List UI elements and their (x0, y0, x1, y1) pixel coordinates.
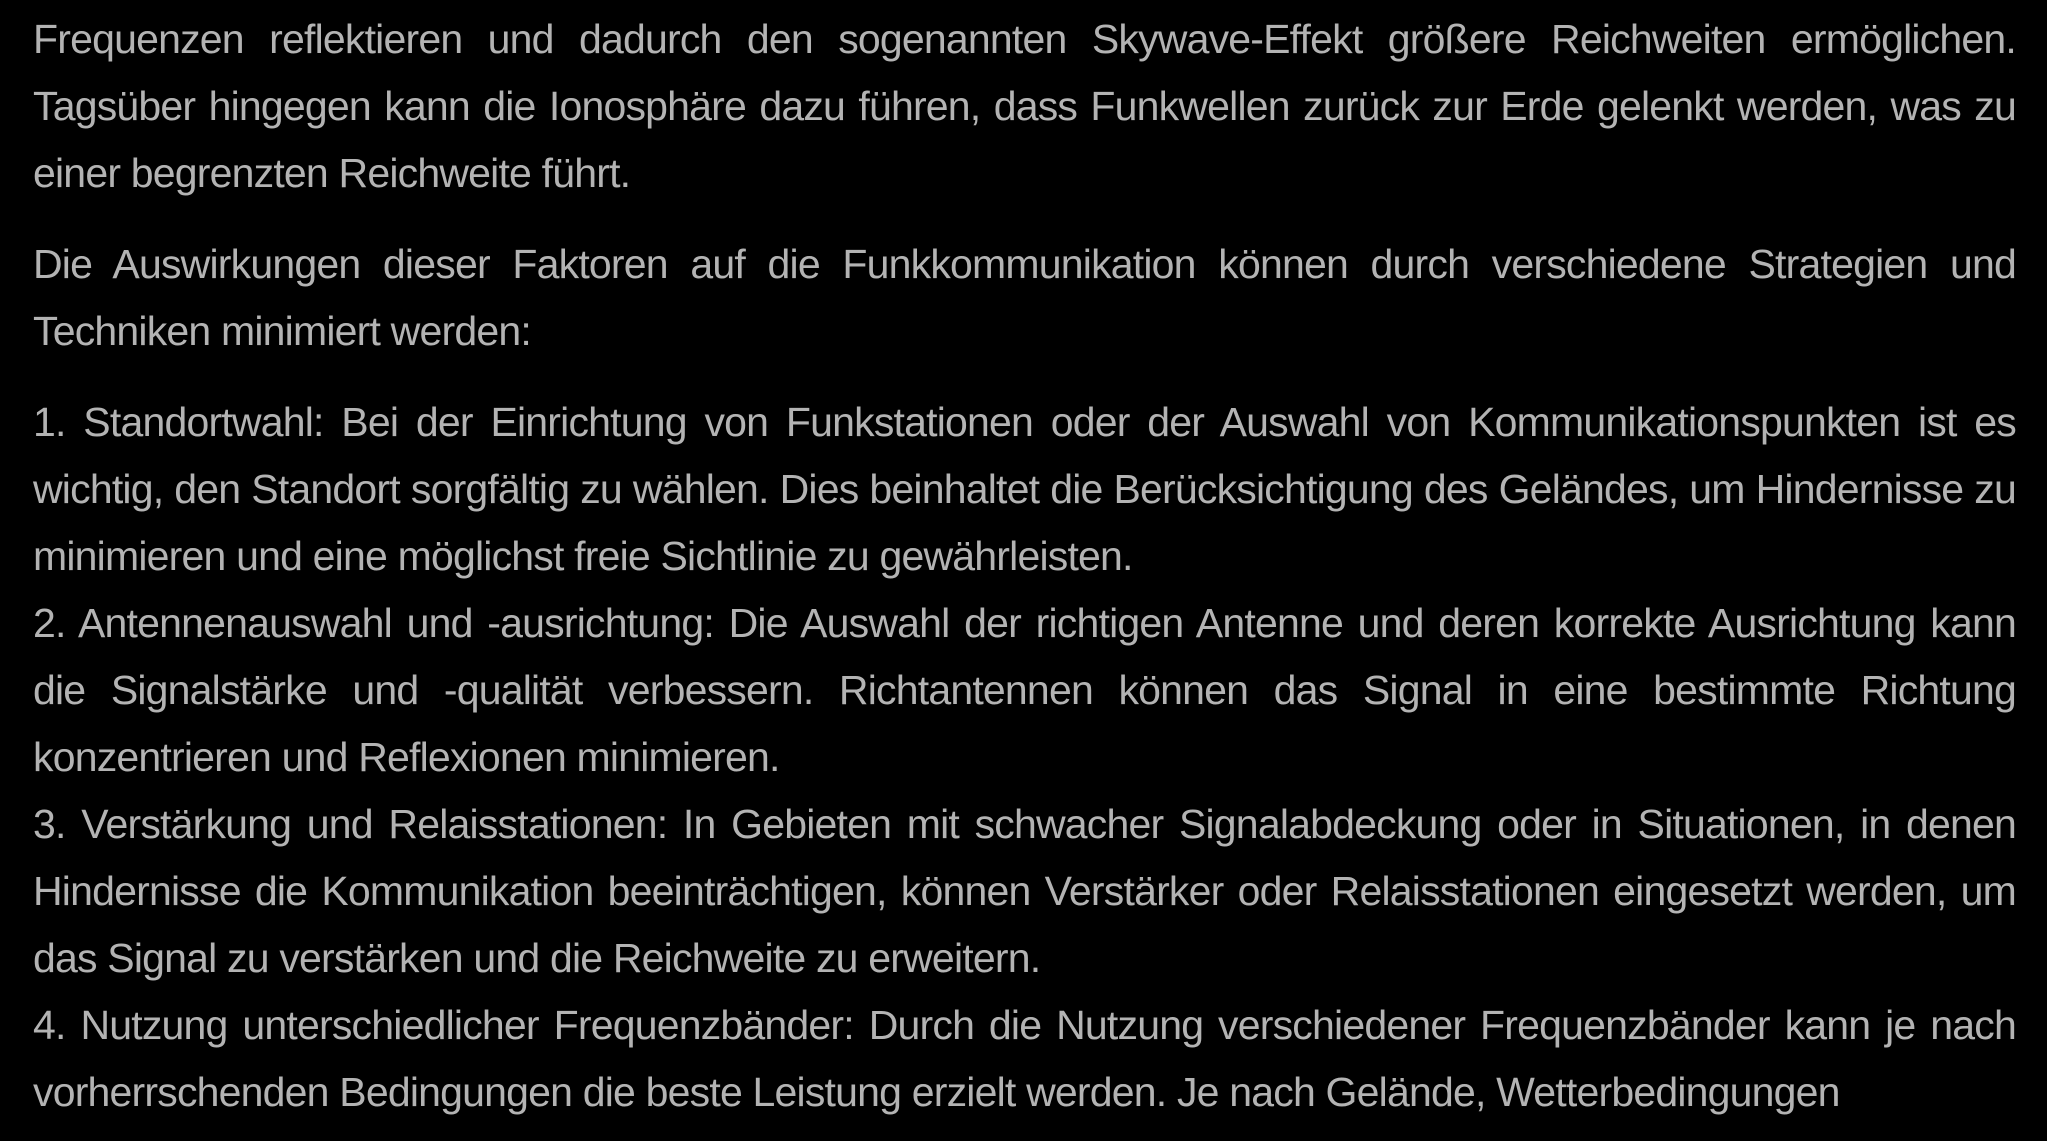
body-paragraph: Frequenzen reflektieren und dadurch den sogenannten Skywave-Effekt größere Reichweiten ermöglichen. Tagsüber hingegen kann die Ionosphäre dazu führen, dass Funkwellen zurück zur Erde gelenkt werden, was zu einer begrenzten Reichweite führt. (33, 16, 2016, 196)
body-paragraph: Die Auswirkungen dieser Faktoren auf die Funkkommunikation können durch verschiedene Strategien und Techniken minimiert werden: (33, 241, 2016, 354)
numbered-list-item: 4. Nutzung unterschiedlicher Frequenzbänder: Durch die Nutzung verschiedener Frequenzbänder kann je nach vorherrschenden Bedingungen die beste Leistung erzielt werden. Je nach Gelände, Wetterbedingungen (33, 1002, 2016, 1115)
numbered-list-item: 1. Standortwahl: Bei der Einrichtung von Funkstationen oder der Auswahl von Kommunikationspunkten ist es wichtig, den Standort sorgfältig zu wählen. Dies beinhaltet die Berücksichtigung des Geländes, um Hindernisse zu minimieren und eine möglichst freie Sichtlinie zu gewährleisten. (33, 399, 2016, 579)
numbered-list-item: 2. Antennenauswahl und -ausrichtung: Die Auswahl der richtigen Antenne und deren korrekte Ausrichtung kann die Signalstärke und -qualität verbessern. Richtantennen können das Signal in eine bestimmte Richtung konzentrieren und Reflexionen minimieren. (33, 600, 2016, 780)
numbered-list-item: 3. Verstärkung und Relaisstationen: In Gebieten mit schwacher Signalabdeckung oder in Situationen, in denen Hindernisse die Kommunikation beeinträchtigen, können Verstärker oder Relaisstationen eingesetzt werden, um das Signal zu verstärken und die Reichweite zu erweitern. (33, 801, 2016, 981)
